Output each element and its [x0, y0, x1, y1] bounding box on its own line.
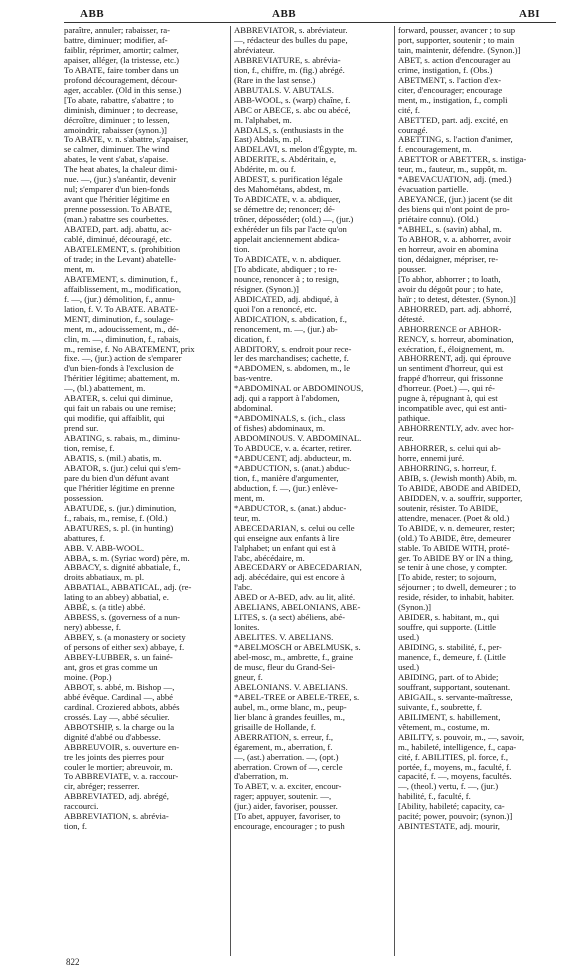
entry-line: To ABET, v. a. exciter, encour-	[234, 782, 342, 792]
entry-line: ABB-WOOL, s. (warp) chaîne, f.	[234, 95, 351, 105]
entry-line: se calmer, diminuer. The wind	[64, 145, 170, 155]
entry-line: détesté.	[398, 314, 425, 324]
entry-line: ABATOR, s. (jur.) celui qui s'em-	[64, 463, 181, 473]
entry-line: ABET, s. action d'encourager au	[398, 55, 511, 65]
entry-line: —, (theol.) vertu, f. —, (jur.)	[398, 782, 499, 792]
entry-line: faiblir, réprimer, amortir; calmer,	[64, 45, 179, 55]
entry-line: RENCY, s. horreur, abomination,	[398, 334, 514, 344]
entry-line: tion, f., manière d'argumenter,	[234, 473, 339, 483]
entry-line: citer, d'encourager; encourage	[398, 85, 503, 95]
entry-line: tion, f., chiffre, m. (fig.) abrégé.	[234, 65, 345, 75]
entry-line: To ABIDE, ABODE and ABIDED,	[398, 483, 521, 493]
entry-line: des Mahométans, abdest, m.	[234, 185, 333, 195]
entry-line: évacuation partielle.	[398, 185, 469, 195]
column-1	[64, 26, 223, 956]
entry-line: suivante, f., soubrette, f.	[398, 702, 482, 712]
entry-line: Abdérite, m. ou f.	[234, 165, 296, 175]
entry-line: *ABDUCENT, adj. abducteur, m.	[234, 453, 352, 463]
entry-line: grisaille de Hollande, f.	[234, 722, 316, 732]
entry-line: f. —, (jur.) démolition, f., annu-	[64, 294, 175, 304]
entry-line: [To abet, appuyer, favoriser, to	[234, 812, 341, 822]
entry-line: nounce, renoncer à ; to resign,	[234, 274, 339, 284]
entry-line: m., habileté, intelligence, f., capa-	[398, 742, 517, 752]
entry-line: pousser.	[398, 264, 427, 274]
entry-line: d'horreur. (Poet.) —, qui ré-	[398, 384, 495, 394]
entry-line: used.)	[398, 633, 419, 643]
entry-line: ABC or ABECE, s. abc ou abécé,	[234, 105, 351, 115]
entry-line: portée, f., moyens, m., faculté, f.	[398, 762, 512, 772]
entry-line: stable. To ABIDE WITH, proté-	[398, 543, 510, 553]
entry-line: cablé, diminué, découragé, etc.	[64, 235, 172, 245]
entry-line: ABBA, s. m. (Syriac word) père, m.	[64, 553, 190, 563]
entry-line: To ABIDE, v. n. demeurer, rester;	[398, 523, 515, 533]
entry-line: gneur, f.	[234, 672, 263, 682]
entry-line: nul; s'emparer d'un bien-fonds	[64, 185, 170, 195]
entry-line: ABELONIANS. V. ABELIANS.	[234, 682, 348, 692]
entry-line: ABDICATED, adj. abdiqué, à	[234, 294, 339, 304]
entry-line: dication, f.	[234, 334, 272, 344]
entry-line: ABHORRED, part. adj. abhorré,	[398, 304, 512, 314]
entry-line: cir, abréger; resserrer.	[64, 782, 140, 792]
entry-line: MENT, diminution, f., soulage-	[64, 314, 174, 324]
entry-line: ABHORRENCE or ABHOR-	[398, 324, 502, 334]
entry-line: cardinal. Croziered abbots, abbés	[64, 702, 180, 712]
entry-line: ABDICATION, s. abdication, f.,	[234, 314, 347, 324]
entry-line: encourage, encourager ; to push	[234, 822, 345, 832]
entry-line: [To abhor, abhorrer ; to loath,	[398, 274, 501, 284]
entry-line: moine. (Pop.)	[64, 672, 112, 682]
columns	[64, 26, 556, 956]
entry-line: capacité, f. —, moyens, facultés.	[398, 772, 512, 782]
entry-line: raccourci.	[64, 802, 99, 812]
entry-line: ABECEDARY or ABECEDARIAN,	[234, 563, 362, 573]
entry-line: tion, f.	[64, 822, 87, 832]
entry-line: amoindrir, rabaisser (synon.)]	[64, 125, 167, 135]
entry-line: [To abdicate, abdiquer ; to re-	[234, 264, 338, 274]
entry-line: de musc, fleur du Grand-Sei-	[234, 663, 336, 672]
entry-line: priétaire connu). (Old.)	[398, 215, 479, 225]
header-center: ABB	[272, 8, 297, 20]
entry-line: prend sur.	[64, 424, 99, 434]
entry-line: rager; appuyer, soutenir. —,	[234, 792, 332, 802]
entry-line: abattures, f.	[64, 533, 105, 543]
entry-line: horre, ennemi juré.	[398, 453, 465, 463]
entry-line: vêtement, m., costume, m.	[398, 722, 490, 732]
entry-line: ABELIANS, ABELONIANS, ABE-	[234, 603, 361, 613]
entry-line: ABBOTSHIP, s. la charge ou la	[64, 722, 175, 732]
entry-line: (Synon.)]	[398, 603, 432, 613]
entry-line: abréviateur.	[234, 45, 275, 55]
entry-line: —, (bl.) abattement, m.	[64, 384, 146, 394]
entry-line: [Ability, habileté; capacity, ca-	[398, 802, 505, 812]
entry-line: tion, dédaigner, mépriser, re-	[398, 254, 499, 264]
entry-line: *ABDOMINAL or ABDOMINOUS,	[234, 384, 364, 394]
entry-line: affaiblissement, m., modification,	[64, 284, 182, 294]
entry-line: l'abc, abécédaire, m.	[234, 553, 305, 563]
entry-line: ABATER, s. celui qui diminue,	[64, 394, 173, 404]
entry-line: ABBEY, s. (a monastery or society	[64, 633, 186, 643]
entry-line: soutenir, résister. To ABIDE,	[398, 503, 499, 513]
entry-line: résigner. (Synon.)]	[234, 284, 299, 294]
entry-line: teur, m.	[234, 513, 261, 523]
entry-line: ler des marchandises; cachette, f.	[234, 354, 349, 364]
entry-line: souffrant, supportant, soutenant.	[398, 682, 511, 692]
entry-line: —, (ast.) aberration. —, (opt.)	[234, 752, 339, 762]
entry-line: ABILIMENT, s. habillement,	[398, 712, 501, 722]
entry-line: ABBREVIATION, s. abrévia-	[64, 812, 169, 822]
entry-line: se tenir à une chose, y compter.	[398, 563, 508, 573]
entry-line: ABATED, part. adj. abattu, ac-	[64, 225, 172, 235]
entry-line: To ABDUCE, v. a. écarter, retirer.	[234, 444, 352, 454]
entry-line: ger. To ABIDE BY or IN a thing,	[398, 553, 513, 563]
entry-line: ABBOT, s. abbé, m. Bishop —,	[64, 682, 175, 692]
column-3	[394, 26, 557, 956]
entry-line: ABB. V. ABB-WOOL.	[64, 543, 145, 553]
entry-line: [To abide, rester; to sojourn,	[398, 573, 497, 583]
entry-line: qui enseigne aux enfants à lire	[234, 533, 340, 543]
entry-line: ABEYANCE, (jur.) jacent (se dit	[398, 195, 513, 205]
entry-line: cité, f.	[398, 105, 420, 115]
entry-line: of trade; in the Levant) abatelle-	[64, 254, 177, 264]
entry-line: ABDALS, s. (enthusiasts in the	[234, 125, 344, 135]
entry-line: (Rare in the last sense.)	[234, 75, 316, 85]
entry-line: ABHORRENTLY, adv. avec hor-	[398, 424, 514, 434]
entry-line: To ABBREVIATE, v. a. raccour-	[64, 772, 179, 782]
entry-line: ABIB, s. (Jewish month) Abib, m.	[398, 473, 517, 483]
entry-line: teur, m., fauteur, m., suppôt, m.	[398, 165, 508, 175]
column-2	[230, 26, 390, 956]
entry-line: ABATING, s. rabais, m., diminu-	[64, 434, 181, 444]
entry-line: aberration. Crown of —, cercle	[234, 762, 343, 772]
entry-line: f. encouragement, m.	[398, 145, 472, 155]
entry-line: ABILITY, s. pouvoir, m., —, savoir,	[398, 732, 525, 742]
entry-line: renoncement, m. —, (jur.) ab-	[234, 324, 338, 334]
entry-line: attendre, menacer. (Poet & old.)	[398, 513, 510, 523]
entry-line: The heat abates, la chaleur dimi-	[64, 165, 178, 175]
entry-line: séjourner ; to dwell, demeurer ; to	[398, 583, 516, 593]
header-left: ABB	[80, 8, 105, 20]
header-rule	[64, 22, 556, 23]
entry-line: d'aberration, m.	[234, 772, 289, 782]
entry-line: ABIDER, s. habitant, m., qui	[398, 613, 500, 623]
entry-line: ABBÉ, s. (a title) abbé.	[64, 603, 146, 613]
entry-line: abduction, f. —, (jur.) enlève-	[234, 483, 338, 493]
entry-line: of fishes) abdominaux, m.	[234, 424, 325, 434]
entry-line: se démettre de; renoncer; dé-	[234, 205, 335, 215]
entry-line: To ABDICATE, v. n. abdiquer.	[234, 254, 341, 264]
entry-line: *ABHEL, s. (savin) abhal, m.	[398, 225, 502, 235]
entry-line: ABHORRER, s. celui qui ab-	[398, 444, 501, 454]
entry-line: haïr ; to detest, détester. (Synon.)]	[398, 294, 516, 304]
entry-line: ABBREVIATED, adj. abrégé,	[64, 792, 169, 802]
entry-line: lating to an abbey) abbatial, e.	[64, 593, 169, 603]
entry-line: prenne possession. To ABATE,	[64, 205, 173, 215]
entry-line: trôner, déposséder; (old.) —, (jur.)	[234, 215, 354, 225]
entry-line: —, rédacteur des bulles du pape,	[234, 35, 348, 45]
entry-line: ABDEST, s. purification légale	[234, 175, 343, 185]
entry-line: ABBACY, s. dignité abbatiale, f.,	[64, 563, 181, 573]
entry-line: port, supporter, soutenir ; to main	[398, 35, 515, 45]
entry-line: tion.	[234, 244, 250, 254]
entry-line: m. l'alphabet, m.	[234, 115, 292, 125]
entry-line: couragé.	[398, 125, 428, 135]
entry-line: ABATURES, s. pl. (in hunting)	[64, 523, 174, 533]
entry-line: que l'héritier légitime en prenne	[64, 483, 175, 493]
entry-line: avant que l'héritier légitime en	[64, 195, 170, 205]
entry-line: ABECEDARIAN, s. celui ou celle	[234, 523, 355, 533]
entry-line: East) Abdals, m. pl.	[234, 135, 303, 145]
entry-line: pathique.	[398, 414, 431, 424]
entry-line: nue. —, (jur.) s'anéantir, devenir	[64, 175, 177, 185]
entry-line: un sentiment d'horreur, qui est	[398, 364, 504, 374]
entry-line: ABBESS, s. (governess of a nun-	[64, 613, 181, 623]
entry-line: abbé évêque. Cardinal —, abbé	[64, 692, 174, 702]
entry-line: abdominal.	[234, 404, 273, 414]
entry-line: possession.	[64, 493, 104, 503]
entry-line: ABBREVIATURE, s. abrévia-	[234, 55, 341, 65]
entry-line: *ABEL-TREE or ABELE-TREE, s.	[234, 692, 360, 702]
entry-line: en horreur, avoir en abomina	[398, 244, 499, 254]
entry-line: exhéréder un fils par l'acte qu'on	[234, 225, 347, 235]
entry-line: [To abate, rabattre, s'abattre ; to	[64, 95, 174, 105]
entry-line: ABIDING, part. of to Abide;	[398, 672, 499, 682]
entry-line: exécration, f., éloignement, m.	[398, 344, 505, 354]
entry-line: abel-mosc, m., ambrette, f., graine	[234, 653, 354, 663]
entry-line: tre les joints des pierres pour	[64, 752, 165, 762]
entry-line: To ABATE, faire tomber dans un	[64, 65, 179, 75]
entry-line: ABERRATION, s. erreur, f.,	[234, 732, 334, 742]
entry-line: cité, f. ABILITIES, pl. force, f.,	[398, 752, 509, 762]
entry-line: souffre, qui supporte. (Little	[398, 623, 497, 633]
entry-line: reur.	[398, 434, 414, 444]
entry-line: reside, résider, to inhabit, habiter.	[398, 593, 514, 603]
entry-line: crossés. Lay —, abbé séculier.	[64, 712, 170, 722]
entry-line: To ABATE, v. n. s'abattre, s'apaiser,	[64, 135, 189, 145]
entry-line: aubel, m., orme blanc, m., peup-	[234, 702, 347, 712]
header-right: ABI	[519, 8, 541, 20]
entry-line: adj. qui a rapport à l'abdomen,	[234, 394, 340, 404]
entry-line: qui fait un rabais ou une remise;	[64, 404, 176, 414]
entry-line: incompatible avec, qui est anti-	[398, 404, 507, 414]
entry-line: lation, f. V. To ABATE. ABATE-	[64, 304, 179, 314]
entry-line: avoir du dégoût pour ; to hate,	[398, 284, 503, 294]
entry-line: quoi l'on a renoncé, etc.	[234, 304, 317, 314]
entry-line: ABHORRING, s. horreur, f.	[398, 463, 497, 473]
entry-line: ABIGAIL, s. servante-maîtresse,	[398, 692, 513, 702]
entry-line: appelait anciennement abdica-	[234, 235, 340, 245]
entry-line: frappé d'horreur, qui frissonne	[398, 374, 503, 384]
entry-line: égarement, m., aberration, f.	[234, 742, 333, 752]
entry-line: *ABELMOSCH or ABELMUSK, s.	[234, 643, 361, 653]
entry-line: ABETMENT, s. l'action d'ex-	[398, 75, 502, 85]
entry-line: couler le mortier; abreuvoir, m.	[64, 762, 173, 772]
page-number: 822	[66, 957, 80, 967]
entry-line: ABBREUVOIR, s. ouverture en-	[64, 742, 180, 752]
entry-line: ABETTOR or ABETTER, s. instiga-	[398, 155, 527, 165]
entry-line: tain, maintenir, défendre. (Synon.)]	[398, 45, 521, 55]
entry-line: l'alphabet; un enfant qui est à	[234, 543, 336, 553]
entry-line: To ABDICATE, v. a. abdiquer,	[234, 195, 341, 205]
entry-line: *ABEVACUATION, adj. (med.)	[398, 175, 512, 185]
entry-line: tion, remise, f.	[64, 444, 115, 454]
entry-line: pugne à, répugnant à, qui est	[398, 394, 498, 404]
entry-line: bas-ventre.	[234, 374, 273, 384]
entry-line: To ABHOR, v. a. abhorrer, avoir	[398, 235, 512, 245]
entry-line: ABED or A-BED, adv. au lit, alité.	[234, 593, 356, 603]
entry-line: ABATELEMENT, s. (prohibition	[64, 244, 181, 254]
entry-line: (man.) rabattre ses courbettes.	[64, 215, 169, 225]
entry-line: ager, accabler. (Old in this sense.)	[64, 85, 182, 95]
entry-line: ABBATIAL, ABBATICAL, adj. (re-	[64, 583, 192, 593]
entry-line: battre, diminuer; modifier, af-	[64, 35, 168, 45]
entry-line: l'abc.	[234, 583, 253, 593]
entry-line: ABIDDEN, v. a. souffrir, supporter,	[398, 493, 523, 503]
entry-line: ABINTESTATE, adj. mourir,	[398, 822, 500, 832]
entry-line: m., remise, f. No ABATEMENT, prix	[64, 344, 195, 354]
entry-line: (old.) To ABIDE, être, demeurer	[398, 533, 511, 543]
entry-line: droits abbatiaux, m. pl.	[64, 573, 145, 583]
entry-line: habilité, f., faculté, f.	[398, 792, 471, 802]
entry-line: fixe. —, (jur.) action de s'emparer	[64, 354, 182, 364]
entry-line: des biens qui n'ont point de pro-	[398, 205, 510, 215]
entry-line: ment, m., instigation, f., compli	[398, 95, 508, 105]
entry-line: diminish, diminuer ; to decrease,	[64, 105, 178, 115]
entry-line: adj. abécédaire, qui est encore à	[234, 573, 345, 583]
entry-line: ABBUTALS. V. ABUTALS.	[234, 85, 334, 95]
entry-line: ant, gros et gras comme un	[64, 663, 158, 672]
entry-line: pacité; power, pouvoir; (synon.)]	[398, 812, 513, 822]
entry-line: ABETTED, part. adj. excité, en	[398, 115, 509, 125]
entry-line: *ABDOMEN, s. abdomen, m., le	[234, 364, 351, 374]
entry-line: lonites.	[234, 623, 260, 633]
entry-line: ABATIS, s. (mil.) abatis, m.	[64, 453, 162, 463]
entry-line: ment, m., adoucissement, m., dé-	[64, 324, 179, 334]
entry-line: used.)	[398, 663, 419, 672]
entry-line: apaiser, alléger, (la tristesse, etc.)	[64, 55, 180, 65]
entry-line: lier blanc à grandes feuilles, m.,	[234, 712, 345, 722]
entry-line: LITES, s. (a sect) abéliens, abé-	[234, 613, 345, 623]
entry-line: profond découragement, décour-	[64, 75, 178, 85]
entry-line: ABATEMENT, s. diminution, f.,	[64, 274, 178, 284]
entry-line: abates, le vent s'abat, s'apaise.	[64, 155, 169, 165]
entry-line: *ABDUCTION, s. (anat.) abduc-	[234, 463, 350, 473]
entry-line: f., rabais, m., remise, f. (Old.)	[64, 513, 168, 523]
entry-line: ABELITES. V. ABELIANS.	[234, 633, 334, 643]
entry-line: dignité d'abbé ou d'abbesse.	[64, 732, 161, 742]
entry-line: clin, m. —, diminution, f., rabais,	[64, 334, 181, 344]
entry-line: ment, m.	[234, 493, 265, 503]
entry-line: ABHORRENT, adj. qui éprouve	[398, 354, 512, 364]
entry-line: d'un bien-fonds à l'exclusion de	[64, 364, 174, 374]
entry-line: qui modifie, qui affaiblit, qui	[64, 414, 165, 424]
entry-line: ment, m.	[64, 264, 95, 274]
entry-line: ABIDING, s. stabilité, f., per-	[398, 643, 502, 653]
entry-line: (jur.) aider, favoriser, pousser.	[234, 802, 338, 812]
entry-line: pare du bien d'un défunt avant	[64, 473, 170, 483]
entry-line: ABDOMINOUS. V. ABDOMINAL.	[234, 434, 362, 444]
entry-line: *ABDUCTOR, s. (anat.) abduc-	[234, 503, 347, 513]
entry-line: ABBEY-LUBBER, s. un fainé-	[64, 653, 173, 663]
entry-line: paraître, annuler; rabaisser, ra-	[64, 26, 171, 35]
entry-line: of persons of either sex) abbaye, f.	[64, 643, 185, 653]
entry-line: ABATUDE, s. (jur.) diminution,	[64, 503, 177, 513]
entry-line: crime, instigation, f. (Obs.)	[398, 65, 493, 75]
entry-line: nery) abbesse, f.	[64, 623, 121, 633]
entry-line: ABETTING, s. l'action d'animer,	[398, 135, 513, 145]
entry-line: ABDERITE, s. Abdéritain, e,	[234, 155, 337, 165]
entry-line: manence, f., demeure, f. (Little	[398, 653, 506, 663]
entry-line: l'héritier légitime; abattement, m.	[64, 374, 180, 384]
entry-line: décroître, diminuer ; to lessen,	[64, 115, 170, 125]
entry-line: ABDELAVI, s. melon d'Égypte, m.	[234, 145, 358, 155]
entry-line: ABBREVIATOR, s. abréviateur.	[234, 26, 348, 35]
entry-line: forward, pousser, avancer ; to sup	[398, 26, 516, 35]
entry-line: ABDITORY, s. endroit pour rece-	[234, 344, 352, 354]
entry-line: *ABDOMINALS, s. (ich., class	[234, 414, 346, 424]
